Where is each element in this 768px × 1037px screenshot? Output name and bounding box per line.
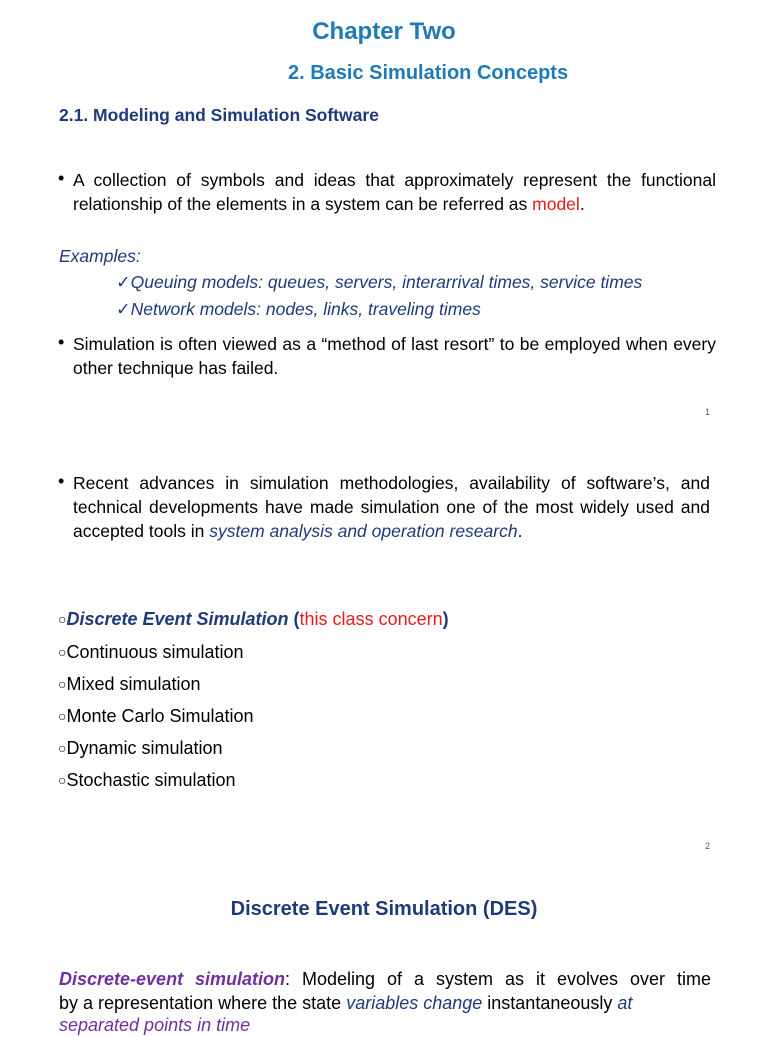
bullet-text: A collection of symbols and ideas that approximately represent the functional relationship of the elements in a system can be referred as model. bbox=[73, 170, 716, 214]
circle-bullet-icon: ○ bbox=[58, 708, 67, 724]
circle-bullet-icon: ○ bbox=[58, 740, 67, 756]
des-definition-line1: Discrete-event simulation: Modeling of a system as it evolves over time bbox=[59, 969, 711, 989]
section-title: 2. Basic Simulation Concepts bbox=[288, 62, 569, 84]
simulation-type: ○Dynamic simulation bbox=[58, 738, 223, 758]
example-item: ✓Network models: nodes, links, traveling times bbox=[116, 299, 481, 319]
highlight-model: model bbox=[532, 194, 580, 214]
simulation-type: ○Stochastic simulation bbox=[58, 770, 236, 790]
circle-bullet-icon: ○ bbox=[58, 676, 67, 692]
des-definition-line2: by a representation where the state variables change instantaneously at bbox=[59, 993, 633, 1013]
simulation-type-discrete-event: ○Discrete Event Simulation (this class concern) bbox=[58, 609, 449, 629]
simulation-type: ○Continuous simulation bbox=[58, 642, 244, 662]
highlight-system-analysis: system analysis and operation research bbox=[209, 521, 518, 541]
bullet-text: Recent advances in simulation methodologies, availability of software’s, and technical developments have made simulation one of the most widely used and accepted tools in system analysis and operation research. bbox=[73, 473, 710, 541]
chapter-title: Chapter Two bbox=[312, 18, 456, 45]
bullet-model-definition bbox=[58, 168, 716, 216]
bullet-recent-advances bbox=[58, 471, 710, 543]
simulation-type: ○Monte Carlo Simulation bbox=[58, 706, 254, 726]
bullet-dot: • bbox=[58, 168, 65, 188]
page-number: 1 bbox=[705, 407, 711, 417]
circle-bullet-icon: ○ bbox=[58, 644, 67, 660]
example-item: ✓Queuing models: queues, servers, interarrival times, service times bbox=[116, 272, 643, 292]
bullet-dot: • bbox=[58, 332, 65, 352]
subsection-title: 2.1. Modeling and Simulation Software bbox=[59, 105, 379, 125]
des-definition-line3: separated points in time bbox=[59, 1015, 251, 1035]
simulation-type: ○Mixed simulation bbox=[58, 674, 201, 694]
des-term: Discrete-event simulation bbox=[59, 969, 286, 989]
des-title: Discrete Event Simulation (DES) bbox=[230, 898, 538, 920]
checkmark-icon: ✓ bbox=[116, 272, 131, 292]
circle-bullet-icon: ○ bbox=[58, 772, 67, 788]
class-concern-note: this class concern bbox=[299, 609, 443, 629]
bullet-last-resort bbox=[58, 332, 716, 380]
bullet-text: Simulation is often viewed as a “method of last resort” to be employed when every other technique has failed. bbox=[73, 334, 716, 378]
page-number: 2 bbox=[705, 841, 711, 851]
checkmark-icon: ✓ bbox=[116, 299, 131, 319]
circle-bullet-icon: ○ bbox=[58, 611, 67, 627]
examples-label: Examples: bbox=[59, 246, 141, 266]
bullet-dot: • bbox=[58, 471, 65, 491]
